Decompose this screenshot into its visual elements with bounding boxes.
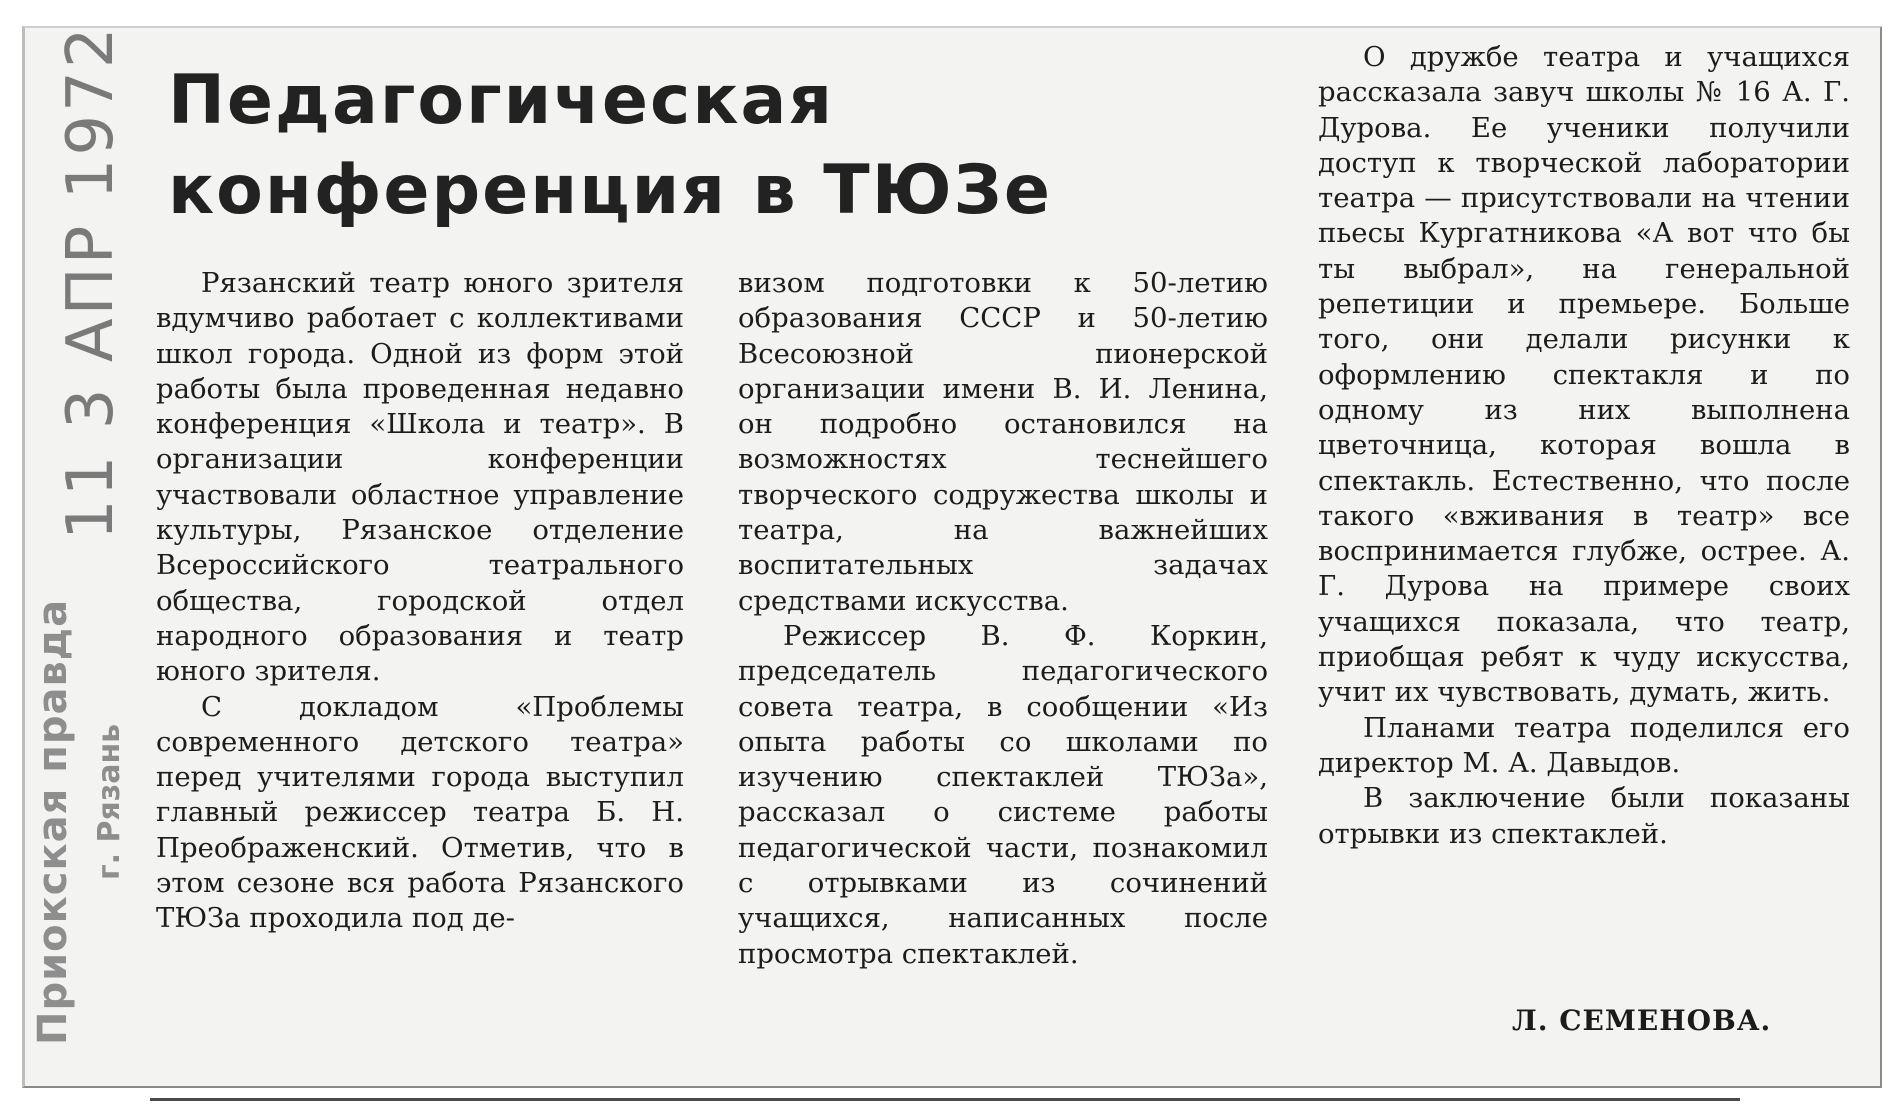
bottom-rule <box>150 1098 1740 1101</box>
headline-line-2: конференция в ТЮЗе <box>168 151 1052 230</box>
paragraph: В заключение были показаны отрывки из спектаклей. <box>1318 782 1850 850</box>
paragraph: О дружбе театра и учащихся рассказала завуч школы № 16 А. Г. Дурова. Ее ученики получили доступ к творческой лаборатории театра — присутствовали на чтении пьесы Кургатникова «А вот что бы ты выбрал», на генеральной репетиции и премьере. Больше того, они делали рисунки к оформлению спектакля и по одному из них выполнена цветочница, которая вошла в спектакль. Естественно, что после такого «вживания в театр» все воспринимается глубже, острее. А. Г. Дурова на примере своих учащихся показала, что театр, приобщая ребят к чуду искусства, учит их чувствовать, думать, жить. <box>1318 41 1850 709</box>
article-headline <box>168 56 1098 236</box>
paragraph: Режиссер В. Ф. Коркин, председатель педагогического совета театра, в сообщении «Из опыта работы со школами по изучению спектаклей ТЮЗа», рассказал о системе работы педагогической части, познакомил с отрывками из сочинений учащихся, написанных после просмотра спектаклей. <box>738 619 1268 970</box>
paragraph: Планами театра поделился его директор М. А. Давыдов. <box>1318 711 1850 779</box>
paragraph: С докладом «Проблемы современного детского театра» перед учителями города выступил главный режиссер театра Б. Н. Преображенский. Отметив, что в этом сезоне вся работа Рязанского ТЮЗа проходила под де- <box>156 690 684 935</box>
date-stamp: 11 3 АПР 1972 <box>54 24 128 540</box>
paragraph: Рязанский театр юного зрителя вдумчиво работает с коллективами школ города. Одной из форм этой работы была проведенная недавно конференция «Школа и театр». В организации конференции участвовали областное управление культуры, Рязанское отделение Всероссийского театрального общества, городской отдел народного образования и театр юного зрителя. <box>156 267 684 688</box>
newspaper-name-stamp: Приокская правда <box>30 598 76 1045</box>
article-column-1 <box>156 266 684 937</box>
headline-line-1: Педагогическая <box>168 61 835 140</box>
article-column-2 <box>738 266 1268 972</box>
city-stamp: г. Рязань <box>92 723 127 880</box>
article-column-3 <box>1318 40 1850 852</box>
author-byline: Л. СЕМЕНОВА. <box>1512 1004 1772 1037</box>
paragraph: визом подготовки к 50-летию образования СССР и 50-летию Всесоюзной пионерской организации имени В. И. Ленина, он подробно остановился на возможностях теснейшего творческого содружества школы и театра, на важнейших воспитательных задачах средствами искусства. <box>738 267 1268 617</box>
